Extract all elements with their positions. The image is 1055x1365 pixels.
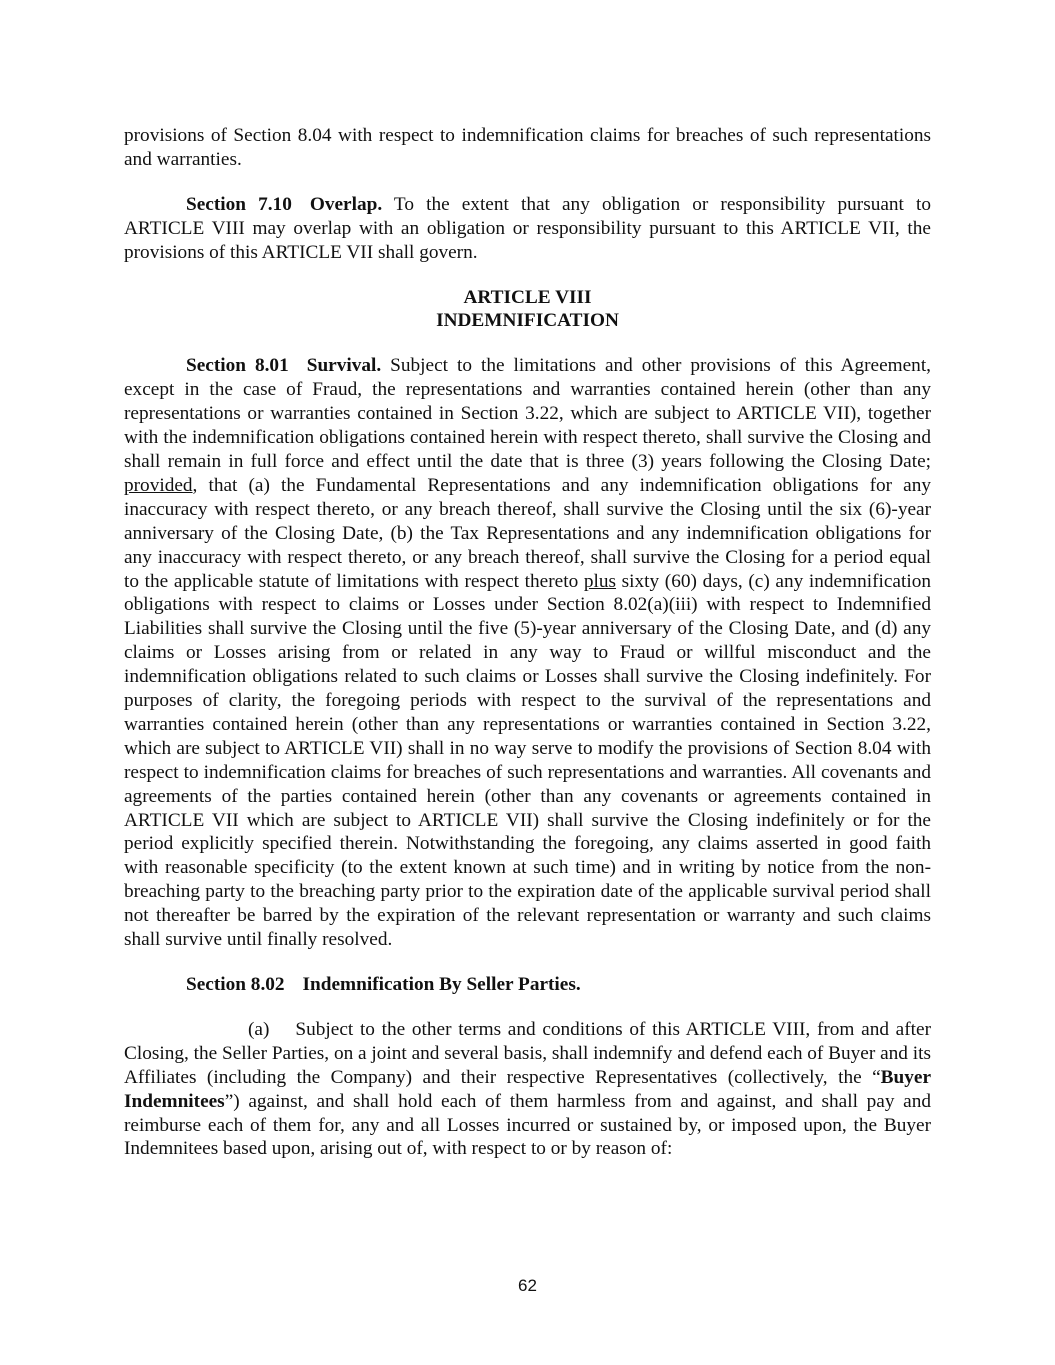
- subsection-label: (a): [248, 1018, 270, 1040]
- document-page: [124, 124, 931, 1161]
- section-8-01-title: Survival.: [306, 355, 382, 377]
- section-8-02-a-text-b: ”) against, and shall hold each of them harmless from and against, and shall pay and reimburse each of them for, any and all Losses incurred or sustained by, or imposed upon, the Buyer Indemnitees based upon, arising out of, with respect to or by reason of:: [124, 1090, 931, 1160]
- provided-term: provided: [124, 474, 193, 496]
- section-8-01-text-c: sixty (60) days, (c) any indemnification obligations with respect to claims or Losses under Section 8.02(a)(iii) with respect to Indemnified Liabilities shall survive the Closing until the five (5)-year anniversary of the Closing Date, and (d) any claims or Losses arising from or related in any way to Fraud or willful misconduct and the indemnification obligations related to such claims or Losses shall survive the Closing indefinitely. For purposes of clarity, the foregoing periods with respect to the survival of the representations and warranties contained herein (other than any representations or warranties contained in Section 3.22, which are subject to ARTICLE VII) shall in no way serve to modify the provisions of Section 8.04 with respect to indemnification claims for breaches of such representations and warranties. All covenants and agreements of the parties contained herein (other than any covenants or agreements contained in ARTICLE VII which are subject to ARTICLE VII) shall survive the Closing indefinitely or for the period explicitly specified therein. Notwithstanding the foregoing, any claims asserted in good faith with reasonable specificity (to the extent known at such time) and in writing by notice from the non-breaching party to the breaching party prior to the expiration date of the applicable survival period shall not thereafter be barred by the expiration of the relevant representation or warranty and such claims shall survive until finally resolved.: [124, 570, 931, 951]
- page-number: 62: [518, 1276, 537, 1295]
- section-8-01-number: Section 8.01: [186, 355, 289, 377]
- section-7-10: [124, 193, 931, 265]
- article-number: ARTICLE VIII: [463, 286, 592, 308]
- plus-term: plus: [583, 570, 617, 592]
- section-8-02-title: Indemnification By Seller Parties.: [302, 974, 581, 995]
- defined-term-buyer-indemnitees: Buyer Indemnitees: [124, 1066, 931, 1112]
- section-8-02-a-text-a: Subject to the other terms and conditions of this ARTICLE VIII, from and after Closing, the Seller Parties, on a joint and several basis, shall indemnify and defend each of Buyer and its Affiliates (including the Company) and their respective Representatives (collectively, the “: [124, 1018, 931, 1088]
- article-heading: [124, 286, 931, 334]
- section-7-10-title: Overlap.: [309, 193, 383, 215]
- section-8-02-heading: [124, 973, 931, 997]
- continuation-text: provisions of Section 8.04 with respect to indemnification claims for breaches of such representations and warranties.: [124, 125, 931, 170]
- article-title: INDEMNIFICATION: [436, 310, 619, 332]
- section-8-01: [124, 354, 931, 952]
- paragraph-continuation: [124, 124, 931, 172]
- section-7-10-text: To the extent that any obligation or responsibility pursuant to ARTICLE VIII may overlap with an obligation or responsibility pursuant to this ARTICLE VII, the provisions of this ARTICLE VII shall govern.: [124, 193, 932, 263]
- section-8-01-text-b: , that (a) the Fundamental Representations and any indemnification obligations for any inaccuracy with respect thereto, or any breach thereof, shall survive the Closing until the six (6)-year anniversary of the Closing Date, (b) the Tax Representations and any indemnification obligations for any inaccuracy with respect thereto, or any breach thereof, shall survive the Closing for a period equal to the applicable statute of limitations with respect thereto: [124, 474, 931, 592]
- section-8-02-number: Section 8.02: [186, 974, 285, 995]
- section-8-02-a: [124, 1018, 931, 1161]
- section-8-01-text-a: Subject to the limitations and other provisions of this Agreement, except in the case of Fraud, the representations and warranties contained herein (other than any representations or warranties contained in Section 3.22, which are subject to ARTICLE VII), together with the indemnification obligations contained herein with respect thereto, shall survive the Closing and shall remain in full force and effect until the date that is three (3) years following the Closing Date;: [124, 355, 931, 472]
- section-7-10-number: Section 7.10: [186, 193, 292, 215]
